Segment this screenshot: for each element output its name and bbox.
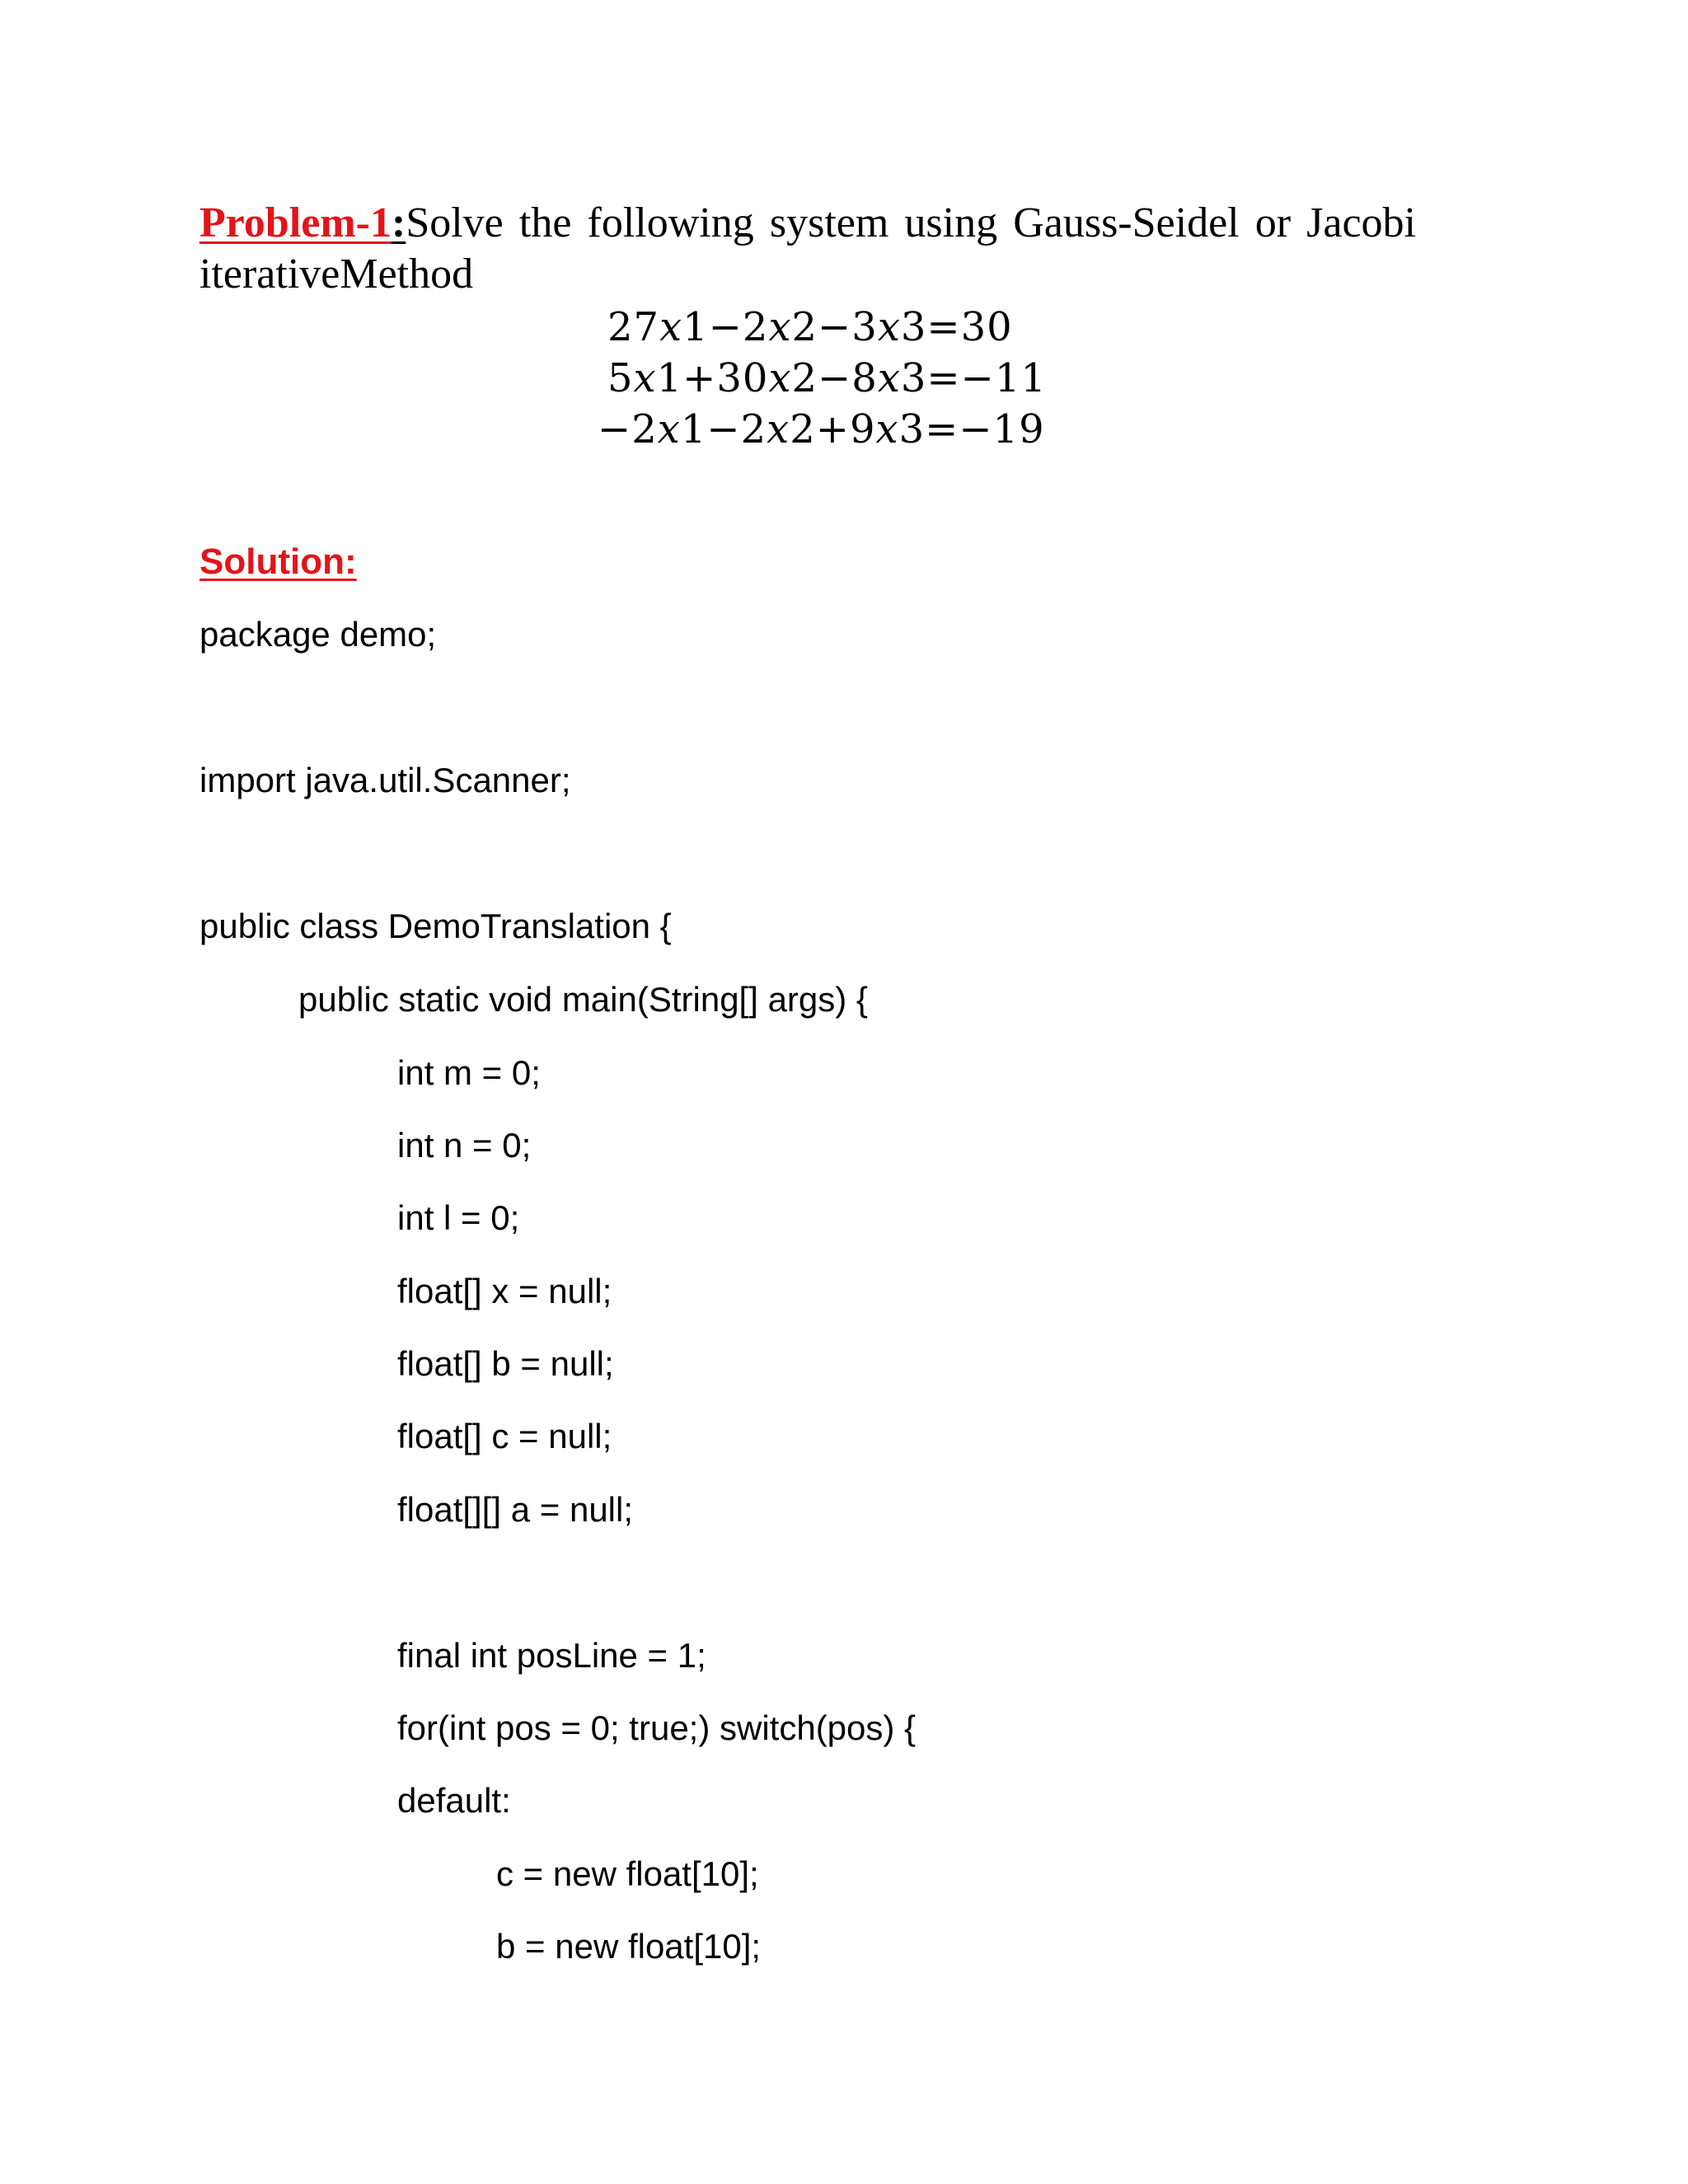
code-line: final int posLine = 1; bbox=[397, 1636, 706, 1675]
problem-colon: : bbox=[391, 199, 406, 246]
problem-word: Jacobi bbox=[1306, 199, 1416, 246]
problem-word: following bbox=[587, 199, 754, 246]
problem-word: or bbox=[1254, 199, 1292, 246]
problem-word: using bbox=[904, 199, 998, 246]
code-line: public class DemoTranslation { bbox=[199, 907, 672, 945]
equation-3: −2𝑥1−2𝑥2+9𝑥3=−19 bbox=[598, 406, 1045, 452]
problem-statement-line1 bbox=[199, 198, 1416, 249]
problem-word: the bbox=[518, 199, 572, 246]
code-line: int n = 0; bbox=[397, 1126, 532, 1165]
code-line: c = new float[10]; bbox=[496, 1854, 759, 1893]
problem-statement-line2: iterativeMethod bbox=[199, 251, 474, 298]
code-line: package demo; bbox=[199, 615, 437, 654]
equation-2: 5𝑥1+30𝑥2−8𝑥3=−11 bbox=[607, 355, 1047, 401]
code-line: float[] c = null; bbox=[397, 1417, 612, 1455]
problem-heading bbox=[199, 198, 504, 249]
code-line: int m = 0; bbox=[397, 1053, 541, 1092]
problem-word: Gauss-Seidel bbox=[1013, 199, 1240, 246]
problem-word: Solve bbox=[406, 199, 504, 246]
solution-heading: Solution: bbox=[199, 541, 357, 582]
problem-label: Problem-1 bbox=[199, 199, 392, 246]
code-line: default: bbox=[397, 1781, 511, 1820]
code-line: public static void main(String[] args) { bbox=[298, 980, 868, 1019]
code-line: b = new float[10]; bbox=[496, 1927, 762, 1966]
code-line: float[] b = null; bbox=[397, 1344, 614, 1383]
code-line: import java.util.Scanner; bbox=[199, 761, 571, 799]
code-line: for(int pos = 0; true;) switch(pos) { bbox=[397, 1708, 917, 1747]
code-line: int l = 0; bbox=[397, 1198, 520, 1237]
code-line: float[][] a = null; bbox=[397, 1490, 634, 1529]
problem-word: system bbox=[769, 199, 889, 246]
code-line: float[] x = null; bbox=[397, 1272, 612, 1310]
equation-1: 27𝑥1−2𝑥2−3𝑥3=30 bbox=[607, 304, 1013, 350]
